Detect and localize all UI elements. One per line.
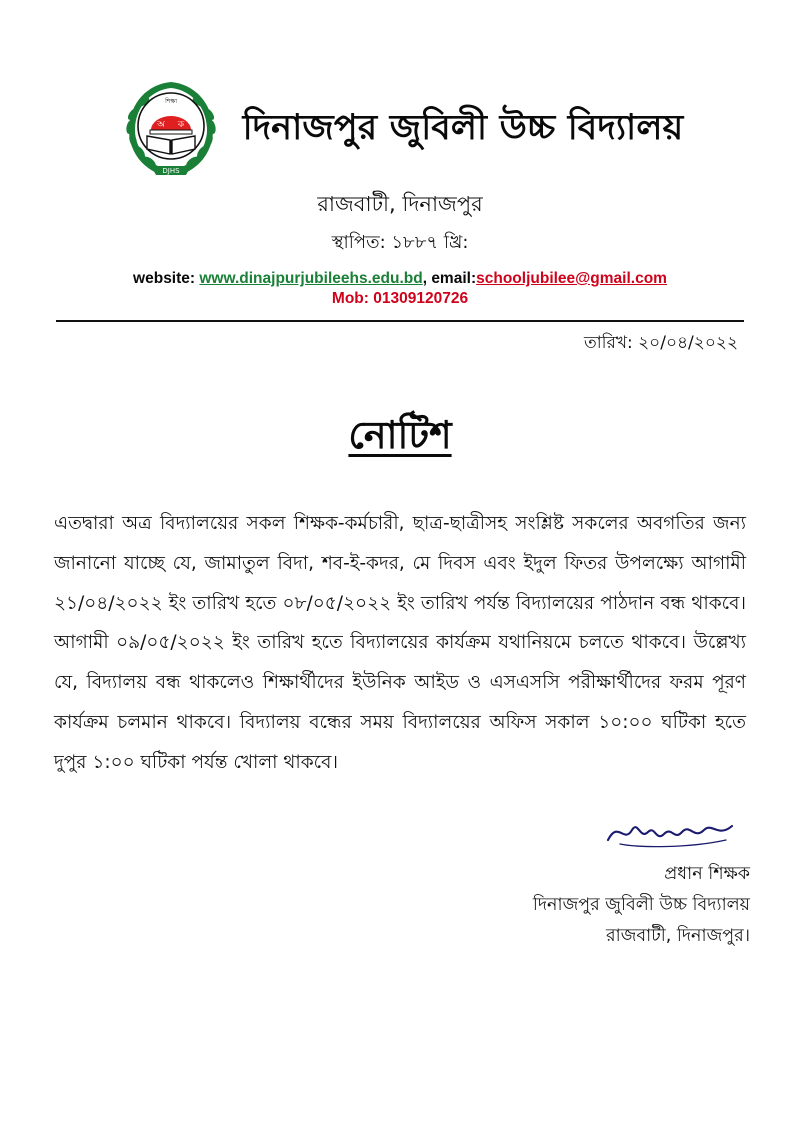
school-address: রাজবাটী, দিনাজপুর	[317, 192, 483, 216]
svg-text:DJHS: DJHS	[161, 167, 180, 175]
letterhead	[0, 0, 800, 322]
signatory-designation: প্রধান শিক্ষক	[664, 864, 750, 885]
school-established: স্থাপিত: ১৮৮৭ খ্রি:	[331, 232, 469, 253]
website-label: website:	[133, 270, 196, 287]
notice-title: নোটিশ	[348, 413, 452, 457]
email-label: , email:	[422, 270, 477, 287]
signatory-school: দিনাজপুর জুবিলী উচ্চ বিদ্যালয়	[532, 894, 750, 915]
handwritten-signature	[600, 810, 750, 854]
email-link[interactable]: schooljubilee@gmail.com	[476, 270, 667, 287]
school-crest-logo	[117, 74, 225, 182]
notice-date: তারিখ: ২০/০৪/২০২২	[583, 333, 738, 353]
mobile-number: Mob: 01309120726	[331, 290, 469, 307]
svg-text:শিক্ষা: শিক্ষা	[164, 98, 177, 105]
contact-line	[0, 270, 800, 288]
notice-body: এতদ্বারা অত্র বিদ্যালয়ের সকল শিক্ষক-কর্মচারী, ছাত্র-ছাত্রীসহ সংশ্লিষ্ট সকলের অবগতির জন্য জানানো যাচ্ছে যে, জামাতুল বিদা, শব-ই-কদর, মে দিবস এবং ইদুল ফিতর উপলক্ষ্যে আগামী ২১/০৪/২০২২ ইং তারিখ হতে ০৮/০৫/২০২২ ইং তারিখ পর্যন্ত বিদ্যালয়ের পাঠদান বন্ধ থাকবে। আগামী ০৯/০৫/২০২২ ইং তারিখ হতে বিদ্যালয়ের কার্যক্রম যথানিয়মে চলতে থাকবে। উল্লেখ্য যে, বিদ্যালয় বন্ধ থাকলেও শিক্ষার্থীদের ইউনিক আইড ও এসএসসি পরীক্ষার্থীদের ফরম পূরণ কার্যক্রম চলমান থাকবে। বিদ্যালয় বন্ধের সময় বিদ্যালয়ের অফিস সকাল ১০:০০ ঘটিকা হতে দুপুর ১:০০ ঘটিকা পর্যন্ত খোলা থাকবে।	[54, 513, 746, 773]
school-name: দিনাজপুর জুবিলী উচ্চ বিদ্যালয়	[242, 107, 684, 148]
svg-text:অ: অ	[156, 120, 165, 130]
website-link[interactable]: www.dinajpurjubileehs.edu.bd	[199, 270, 423, 287]
signature-block	[0, 810, 800, 951]
signatory-address: রাজবাটী, দিনাজপুর।	[606, 925, 750, 946]
svg-text:ক: ক	[177, 120, 184, 130]
letterhead-title-row	[0, 74, 800, 182]
